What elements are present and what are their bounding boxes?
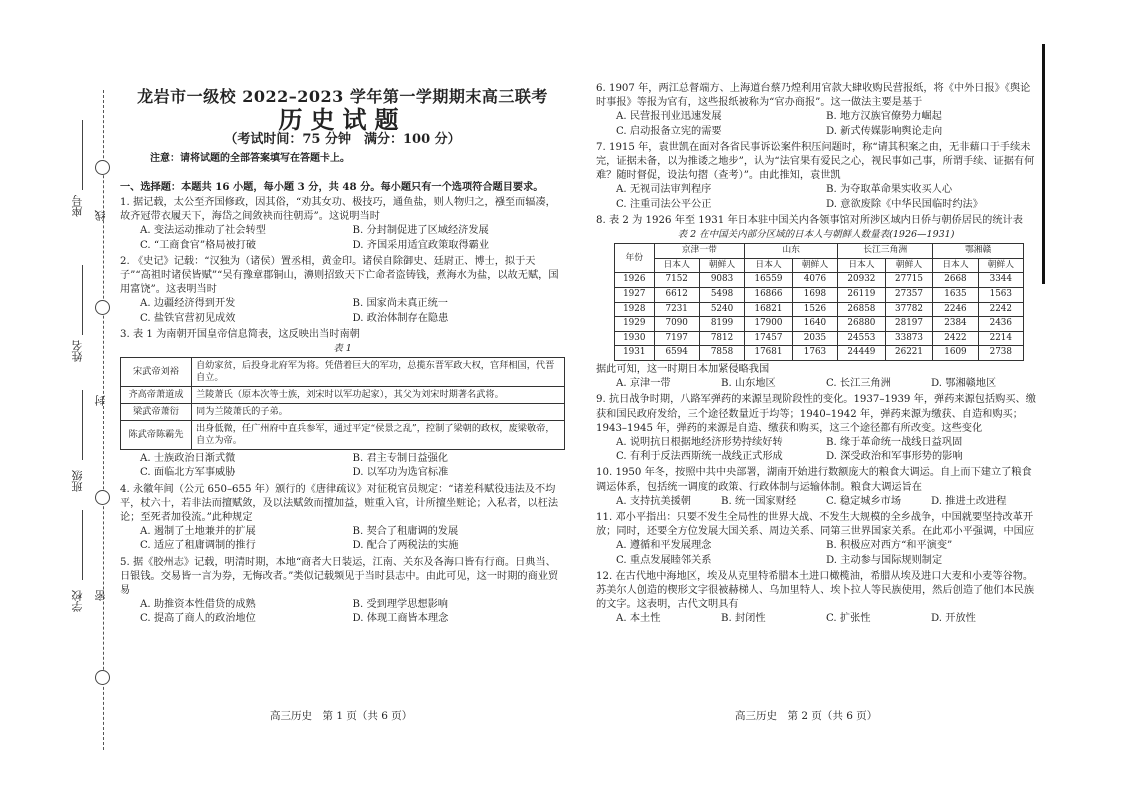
table-cell: 2246	[933, 302, 978, 317]
question-stem: 1. 据记载，太公至齐国修政，因其俗，“劝其女功、极技巧，通鱼盐，则人物归之，襁至而辐凑，故齐冠带衣履天下，海岱之间敛袂而往朝焉”。这说明当时	[120, 197, 556, 223]
seat-label: 座号	[71, 195, 84, 217]
option-b: B. 积极应对西方“和平演变”	[826, 540, 953, 552]
emperor-table	[120, 357, 565, 450]
option-c: C. “工商食官”格局被打破	[140, 239, 257, 251]
option-a: A. 无视司法审判程序	[616, 184, 712, 196]
table-cell: 2214	[978, 331, 1023, 346]
option-d: D. 意欲废除《中华民国临时约法》	[826, 198, 983, 210]
question-12	[596, 570, 1036, 627]
table-cell: 1698	[792, 288, 837, 303]
seal-mark: 密	[94, 590, 107, 601]
table-header-row	[615, 244, 1024, 259]
year-header: 年份	[615, 244, 655, 273]
question-stem: 6. 1907 年，两江总督端方、上海道台蔡乃煌利用官款大肆收购民营报纸，将《中外日报》《舆论时事报》等报为官有，这些报纸被称为“官办商报”。这一做法主要是基于	[596, 83, 1031, 109]
question-7	[596, 141, 1036, 212]
option-b: B. 君主专制日益强化	[352, 453, 448, 465]
left-column	[120, 0, 565, 627]
name-fill-line	[82, 265, 83, 335]
binding-margin	[0, 0, 118, 794]
table-cell: 20932	[838, 273, 886, 288]
table-cell: 自幼家贫，后投身北府军为将。凭借着巨大的军功，总揽东晋军政大权，官拜相国，代晋自立。	[192, 358, 565, 387]
option-c: C. 适应了租庸调制的推行	[140, 540, 256, 552]
option-b: B. 国家尚未真正统一	[352, 298, 448, 310]
table-cell: 5498	[699, 288, 744, 303]
option-b: B. 统一国家财经	[721, 495, 797, 507]
binding-hole	[95, 670, 110, 685]
option-b: B. 受到理学思想影响	[352, 599, 448, 611]
question-stem: 2. 《史记》记载：“汉独为（诸侯）置丞相，黄金印。诸侯自除御史、廷尉正、博士，拟于天子”“高祖时诸侯皆赋”“吴有豫章郡铜山，濞则招致天下亡命者盗铸钱，煮海水为盐，以故无赋，国用富饶”。这表明当时	[120, 255, 559, 296]
option-c: C. 注重司法公平公正	[616, 198, 712, 210]
option-c: C. 有利于反法西斯统一战线正式形成	[616, 451, 783, 463]
option-b: B. 契合了租庸调的发展	[352, 526, 459, 538]
binding-hole	[95, 490, 110, 505]
table-cell: 1926	[615, 273, 655, 288]
table-cell: 37782	[885, 302, 933, 317]
table-cell: 1930	[615, 331, 655, 346]
table-cell: 1928	[615, 302, 655, 317]
edge-rule	[1042, 44, 1045, 284]
table-cell: 2436	[978, 317, 1023, 332]
option-d: D. 配合了两税法的实施	[352, 540, 459, 552]
table-row	[121, 404, 565, 421]
name-label: 姓名	[71, 340, 84, 362]
option-a: A. 说明抗日根据地经济形势持续好转	[616, 437, 783, 448]
table-row	[615, 317, 1024, 332]
question-followup: 据此可知，这一时期日本加紧侵略我国	[596, 363, 770, 375]
table-cell: 7152	[654, 273, 699, 288]
option-d: D. 深受政治和军事形势的影响	[826, 451, 963, 463]
option-c: C. 重点发展睦邻关系	[616, 554, 712, 566]
table-cell: 兰陵萧氏（原本次等士族，刘宋时以军功起家），其父为刘宋时期著名武将。	[192, 387, 565, 404]
table-cell: 3344	[978, 273, 1023, 288]
table-cell: 27715	[885, 273, 933, 288]
option-c: C. 盐铁官营初见成效	[140, 312, 236, 324]
section-heading: 一、选择题：本题共 16 小题，每小题 3 分，共 48 分。每小题只有一个选项符合题目要求。	[120, 180, 544, 193]
option-d: D. 体现工商皆本理念	[352, 613, 449, 625]
seal-mark: 线	[94, 210, 107, 221]
table-cell: 2422	[933, 331, 978, 346]
class-label: 班级	[71, 470, 84, 492]
question-stem: 4. 永徽年间（公元 650–655 年）颁行的《唐律疏议》对征税官员规定：“诸差科赋役违法及不均平，杖六十，若非法而擅赋敛，及以法赋敛而擅加益，赃重入官，计所擅坐赃论；入私者，以枉法论；至死者加役流。”此种规定	[120, 483, 559, 524]
question-11	[596, 511, 1036, 568]
option-a: A. 遵循和平发展理念	[616, 540, 712, 552]
seat-fill-line	[82, 120, 83, 190]
option-b: B. 为夺取革命果实收买人心	[826, 184, 953, 196]
page-footer-left: 高三历史 第 1 页（共 6 页）	[270, 710, 413, 722]
table-cell: 7197	[654, 331, 699, 346]
table-cell: 24553	[838, 331, 886, 346]
option-a: A. 支持抗美援朝	[616, 495, 691, 507]
question-stem: 8. 表 2 为 1926 年至 1931 年日本驻中国关内各领事馆对所涉区域内日侨与朝侨居民的统计表	[596, 214, 1023, 226]
question-1	[120, 196, 565, 253]
option-c: C. 稳定城乡市场	[826, 495, 902, 507]
option-d: D. 新式传媒影响舆论走向	[826, 125, 943, 137]
region-header: 京津一带	[654, 244, 745, 259]
table-row	[615, 288, 1024, 303]
option-a: A. 京津一带	[616, 378, 671, 390]
table-cell: 1635	[933, 288, 978, 303]
table-caption: 表 1	[333, 343, 352, 355]
school-fill-line	[82, 510, 83, 580]
table-row	[121, 421, 565, 450]
seal-dashed-line	[103, 90, 104, 750]
table-cell: 7231	[654, 302, 699, 317]
option-b: B. 分封制促进了区域经济发展	[352, 225, 489, 237]
question-stem: 10. 1950 年冬，按照中共中央部署，湖南开始进行数额庞大的粮食大调运。自上而下建立了粮食调运体系，包括统一调度的政策、行政体制与运输体制。粮食大调运旨在	[596, 467, 1032, 493]
table-cell: 6612	[654, 288, 699, 303]
table-cell: 6594	[654, 346, 699, 361]
table-cell: 1640	[792, 317, 837, 332]
option-d: D. 以军功为选官标准	[352, 467, 449, 479]
table-cell: 2738	[978, 346, 1023, 361]
sub-header: 日本人	[745, 258, 793, 273]
option-a: A. 民营报刊业迅速发展	[616, 111, 722, 123]
option-d: D. 主动参与国际规则制定	[826, 554, 943, 566]
option-a: A. 士族政治日渐式微	[140, 453, 236, 465]
subject-title: 历史试题	[278, 105, 407, 135]
table-cell: 26119	[838, 288, 886, 303]
question-3	[120, 328, 565, 481]
sub-header: 朝鲜人	[699, 258, 744, 273]
table-cell: 齐高帝萧道成	[121, 387, 192, 404]
table-cell: 17457	[745, 331, 793, 346]
table-cell: 17900	[745, 317, 793, 332]
region-header: 山东	[745, 244, 838, 259]
table-subheader-row	[615, 258, 1024, 273]
sub-header: 朝鲜人	[978, 258, 1023, 273]
table-cell: 7090	[654, 317, 699, 332]
option-d: D. 政治体制存在隐患	[352, 312, 449, 324]
option-c: C. 面临北方军事威胁	[140, 467, 236, 479]
table-cell: 1563	[978, 288, 1023, 303]
table-cell: 8199	[699, 317, 744, 332]
option-b: B. 山东地区	[721, 378, 776, 390]
table-cell: 1931	[615, 346, 655, 361]
region-header: 鄂湘赣	[933, 244, 1024, 259]
table-cell: 27357	[885, 288, 933, 303]
question-8	[596, 214, 1036, 392]
sub-header: 朝鲜人	[885, 258, 933, 273]
table-cell: 24449	[838, 346, 886, 361]
question-stem: 12. 在古代地中海地区，埃及从克里特希腊本土进口橄榄油，希腊从埃及进口大麦和小麦等谷物。苏美尔人创造的楔形文字很被赫梯人、乌加里特人、埃卜拉人等民族使用，然后创造了他们本民族的文字。这表明，古代文明具有	[596, 570, 1035, 611]
sub-header: 日本人	[654, 258, 699, 273]
table-cell: 26858	[838, 302, 886, 317]
option-d: D. 齐国采用适宜政策取得霸业	[352, 239, 490, 251]
table-cell: 16821	[745, 302, 793, 317]
option-d: D. 开放性	[931, 613, 976, 625]
table-cell: 5240	[699, 302, 744, 317]
table-cell: 2035	[792, 331, 837, 346]
table-row	[615, 346, 1024, 361]
seal-mark: 封	[94, 395, 107, 406]
option-c: C. 提高了商人的政治地位	[140, 613, 256, 625]
table-cell: 26221	[885, 346, 933, 361]
binding-hole	[95, 160, 110, 175]
table-row	[121, 387, 565, 404]
table-cell: 2668	[933, 273, 978, 288]
table-cell: 1763	[792, 346, 837, 361]
table-row	[615, 302, 1024, 317]
page-footer-right: 高三历史 第 2 页（共 6 页）	[735, 710, 878, 722]
class-fill-line	[82, 390, 83, 460]
option-a: A. 遏制了土地兼并的扩展	[140, 526, 256, 538]
exam-note: 注意：请将试题的全部答案填写在答题卡上。	[150, 152, 350, 164]
table-cell: 2384	[933, 317, 978, 332]
option-c: C. 启动报备立宪的需要	[616, 125, 722, 137]
question-stem: 3. 表 1 为南朝开国皇帝信息简表，这反映出当时南朝	[120, 328, 360, 340]
question-stem: 9. 抗日战争时期，八路军弹药的来源呈现阶段性的变化。1937–1939 年，弹药来源包括购买、缴获和国民政府发给，三个途径数量近于均等；1940–1942 年，弹药来源为缴获、自造和购买；1943–1945 年，弹药的来源是自造、缴获和购买，这三个途径都有所改变。这些变化	[596, 394, 1036, 434]
population-table	[614, 243, 1024, 361]
question-10	[596, 466, 1036, 509]
exam-title: 龙岩市一级校 2022–2023 学年第一学期期末高三联考	[137, 87, 548, 106]
table-row	[615, 331, 1024, 346]
table-cell: 26880	[838, 317, 886, 332]
table-cell: 17681	[745, 346, 793, 361]
table-cell: 28197	[885, 317, 933, 332]
binding-hole	[95, 300, 110, 315]
table-cell: 宋武帝刘裕	[121, 358, 192, 387]
table-cell: 9083	[699, 273, 744, 288]
table-caption: 表 2 在中国关内部分区域的日本人与朝鲜人数量表(1926—1931)	[677, 229, 955, 241]
option-a: A. 变法运动推动了社会转型	[140, 225, 266, 237]
school-label: 学校	[71, 590, 84, 612]
option-d: D. 鄂湘赣地区	[931, 378, 997, 390]
sub-header: 日本人	[838, 258, 886, 273]
option-b: B. 封闭性	[721, 613, 766, 625]
table-cell: 1929	[615, 317, 655, 332]
option-b: B. 缘于革命统一战线日益巩固	[826, 437, 963, 448]
question-stem: 5. 据《胶州志》记载，明清时期，本地“商者大日装运，江南、关东及各海口皆有行商。日典当、日银钱。交易皆一言为券，无悔改者。”类似记载频见于当时县志中。由此可见，这一时期的商业贸易	[120, 556, 559, 597]
table-cell: 2242	[978, 302, 1023, 317]
table-cell: 出身低微，任广州府中直兵参军，通过平定“侯景之乱”，控制了梁朝的政权，废梁敬帝，自立为帝。	[192, 421, 565, 450]
question-2	[120, 255, 565, 326]
question-stem: 7. 1915 年，袁世凯在面对各省民事诉讼案件积压问题时，称“请其积案之由，无非藉口于手续未完，证据未备，以为推诿之地步”，认为“法官果有爱民之心，视民事如己事，所谓手续、证据有何难？随时督促，设法句摺（查考）”。由此推知，袁世凯	[596, 141, 1035, 182]
table-cell: 陈武帝陈霸先	[121, 421, 192, 450]
question-4	[120, 483, 565, 554]
question-5	[120, 556, 565, 627]
table-row	[615, 273, 1024, 288]
table-cell: 7858	[699, 346, 744, 361]
table-cell: 7812	[699, 331, 744, 346]
table-cell: 4076	[792, 273, 837, 288]
question-6	[596, 82, 1036, 139]
option-c: C. 长江三角洲	[826, 378, 891, 390]
table-cell: 16559	[745, 273, 793, 288]
exam-meta: （考试时间：75 分钟 满分：100 分）	[224, 132, 461, 148]
option-a: A. 助推资本性借贷的成熟	[140, 599, 256, 611]
sub-header: 日本人	[933, 258, 978, 273]
table-cell: 梁武帝萧衍	[121, 404, 192, 421]
table-cell: 同为兰陵萧氏的子弟。	[192, 404, 565, 421]
sub-header: 朝鲜人	[792, 258, 837, 273]
option-a: A. 本土性	[616, 613, 661, 625]
table-row	[121, 358, 565, 387]
table-body	[615, 273, 1024, 361]
table-cell: 1526	[792, 302, 837, 317]
question-9	[596, 393, 1036, 464]
table-cell: 33873	[885, 331, 933, 346]
option-a: A. 边疆经济得到开发	[140, 298, 236, 310]
right-column	[596, 80, 1036, 627]
option-b: B. 地方汉族官僚势力崛起	[826, 111, 942, 123]
table-cell: 16866	[745, 288, 793, 303]
table-cell: 1609	[933, 346, 978, 361]
option-d: D. 推进土改进程	[931, 495, 1007, 507]
option-c: C. 扩张性	[826, 613, 871, 625]
question-stem: 11. 邓小平指出：只要不发生全局性的世界大战、不发生大规模的全乡战争，中国就要坚持改革开放；同时，还要全方位发展大国关系、周边关系、同第三世界国家关系。在此邓小平强调，中国应	[596, 512, 1035, 538]
table-cell: 1927	[615, 288, 655, 303]
region-header: 长江三角洲	[838, 244, 933, 259]
